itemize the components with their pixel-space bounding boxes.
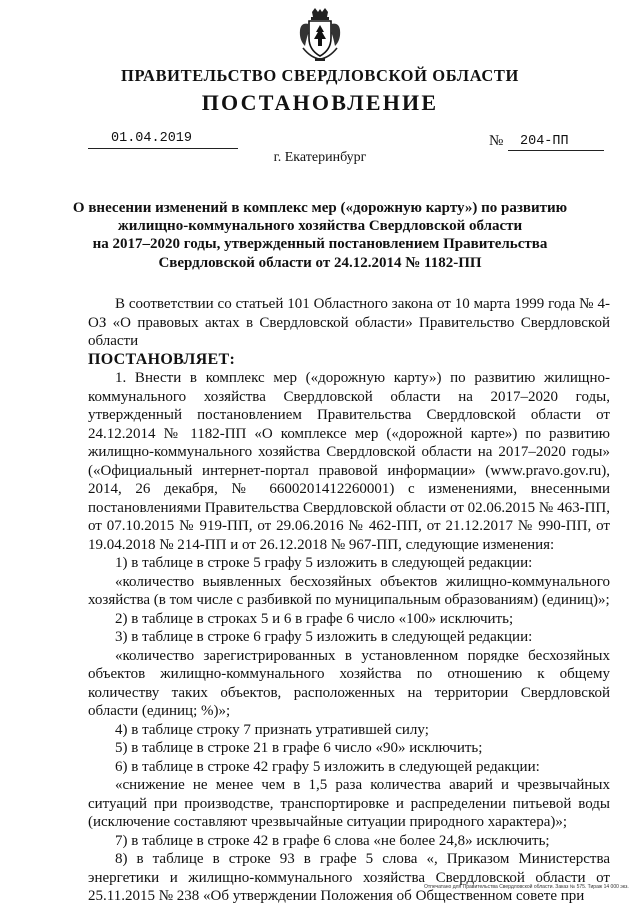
document-subject: [40, 199, 600, 272]
city: г. Екатеринбург: [273, 150, 367, 165]
subitem-5: 5) в таблице в строке 21 в графе 6 число «90» исключить;: [115, 740, 483, 756]
subject-line: жилищно-коммунального хозяйства Свердловской области: [117, 218, 523, 235]
government-name: ПРАВИТЕЛЬСТВО СВЕРДЛОВСКОЙ ОБЛАСТИ: [121, 66, 519, 85]
subject-line: Свердловской области от 24.12.2014 № 1182-ПП: [158, 254, 482, 271]
subitem-1: 1) в таблице в строке 5 графу 5 изложить в следующей редакции:: [115, 555, 533, 571]
subitem-6-quote: «снижение не менее чем в 1,5 раза количества аварий и чрезвычайных ситуаций при производстве, транспортировке и распределении питьевой воды (исключение составляют чрезвычайные ситуации природного характера)»;: [88, 777, 610, 830]
document-body: [88, 295, 610, 906]
subitem-7: 7) в таблице в строке 42 в графе 6 слова «не более 24,8» исключить;: [115, 832, 550, 849]
subitem-8: 8) в таблице в строке 93 в графе 5 слова «, Приказом Министерства энергетики и жилищно-коммунального хозяйства Свердловской области от 25.11.2015 № 238 «Об утверждении Положения об Общественном совете при: [88, 851, 610, 904]
subitem-2: 2) в таблице в строках 5 и 6 в графе 6 число «100» исключить;: [115, 610, 514, 627]
coat-of-arms-icon: [297, 8, 343, 62]
subitem-4: 4) в таблице строку 7 признать утратившей силу;: [115, 721, 429, 738]
decree-word: ПОСТАНОВЛЯЕТ:: [88, 350, 236, 368]
subject-line: на 2017–2020 годы, утвержденный постановлением Правительства: [92, 236, 548, 253]
item-1: 1. Внести в комплекс мер («дорожную карту») по развитию жилищно-коммунального хозяйства Свердловской области на 2017–2020 годы, утвержденный постановлением Правительства Свердловской области от 24.12.2014 № 1182-ПП «О комплексе мер («дорожной карте») по развитию жилищно-коммунального хозяйства Свердловской области на 2017–2020 годы» («Официальный интернет-портал правовой информации» (www.pravo.gov.ru), 2014, 26 декабря, № 6600201412260001) с изменениями, внесенными постановлениями Правительства Свердловской области от 02.06.2015 № 463-ПП, от 07.10.2015 № 919-ПП, от 29.06.2016 № 462-ПП, от 21.12.2017 № 990-ПП, от 19.04.2018 № 214-ПП и от 26.12.2018 № 967-ПП, следующие изменения:: [88, 370, 610, 553]
subitem-3-quote: «количество зарегистрированных в установленном порядке бесхозяйных объектов жилищно-коммунального хозяйства по отношению к общему количеству таких объектов, расположенных на территории Свердловской области (единиц; %)»;: [88, 647, 610, 719]
subitem-6: 6) в таблице в строке 42 графу 5 изложить в следующей редакции:: [115, 758, 540, 775]
document-type: ПОСТАНОВЛЕНИЕ: [201, 90, 439, 115]
document-number: 204-ПП: [508, 134, 604, 151]
subitem-3: 3) в таблице в строке 6 графу 5 изложить в следующей редакции:: [115, 629, 533, 645]
print-imprint: Отпечатано для Правительства Свердловской области. Заказ № 575. Тираж 14 000 экз.: [424, 884, 629, 890]
subitem-1-quote: «количество выявленных бесхозяйных объектов жилищно-коммунального хозяйства (в том числе с разбивкой по муниципальным образованиям) (единиц)»;: [88, 573, 610, 608]
number-label: №: [489, 133, 504, 149]
subject-line: О внесении изменений в комплекс мер («дорожную карту») по развитию: [72, 200, 568, 216]
document-date: 01.04.2019: [88, 131, 238, 149]
preamble: В соответствии со статьей 101 Областного закона от 10 марта 1999 года № 4-ОЗ «О правовых актах в Свердловской области» Правительство Свердловской области: [88, 296, 610, 349]
